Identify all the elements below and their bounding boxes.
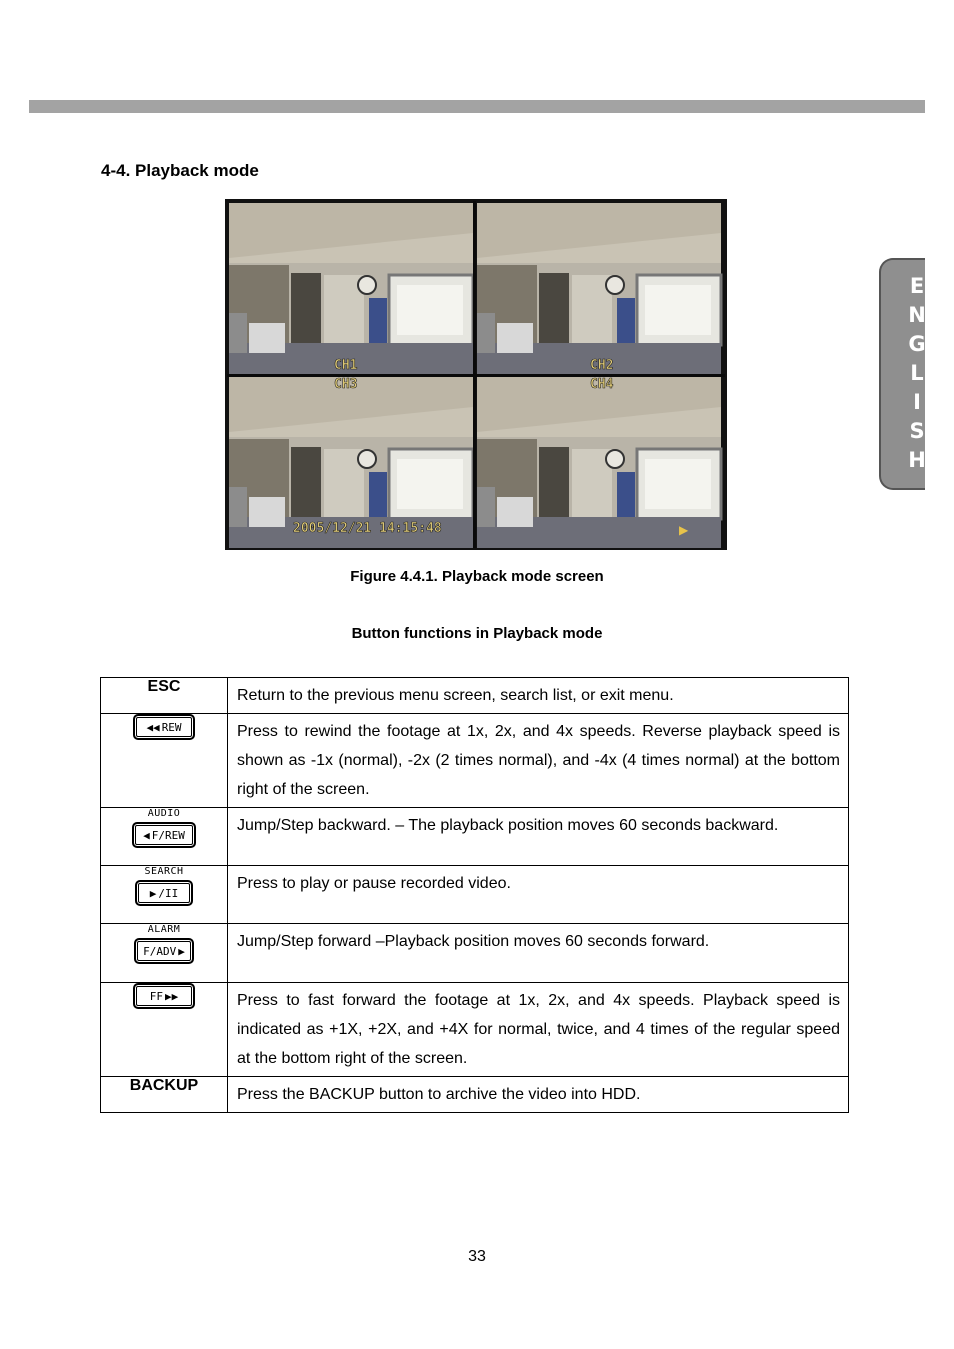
header-rule [29, 100, 925, 113]
row-description: Return to the previous menu screen, search list, or exit menu. [228, 678, 849, 714]
channel-label: CH2 [590, 358, 614, 373]
channel-label: CH3 [334, 377, 358, 392]
play-pause-button[interactable]: ▶ /II [135, 880, 193, 906]
row-description: Press the BACKUP button to archive the video into HDD. [228, 1077, 849, 1113]
ff-button[interactable]: FF ▶▶ [133, 983, 195, 1009]
button-caption: AUDIO [147, 808, 181, 819]
playback-screen [225, 199, 727, 550]
play-indicator-icon: ▶ [679, 523, 689, 537]
row-description: Jump/Step forward –Playback position moves 60 seconds forward. [228, 924, 849, 983]
quad-view [227, 201, 725, 548]
tab-letter: L [910, 361, 924, 385]
rewind-icon: ◀◀ [146, 720, 160, 734]
table-row [101, 1077, 849, 1113]
tab-letter: G [908, 332, 926, 356]
page-number: 33 [468, 1248, 486, 1265]
table-caption: Button functions in Playback mode [351, 625, 603, 642]
section-title: 4-4. Playback mode [101, 161, 259, 180]
step-back-icon: ◀ [143, 828, 150, 842]
tab-letter: I [913, 390, 921, 414]
row-description: Press to play or pause recorded video. [228, 866, 849, 924]
rew-button[interactable]: ◀◀ REW [133, 714, 195, 740]
row-description: Press to rewind the footage at 1x, 2x, and 4x speeds. Reverse playback speed is shown as -1x (normal), -2x (2 times normal), and -4x (4 times normal) at the bottom right of the screen. [228, 714, 849, 808]
tab-letter: H [908, 448, 926, 472]
tab-letter: S [909, 419, 925, 443]
row-description: Press to fast forward the footage at 1x, 2x, and 4x speeds. Playback speed is indicated as +1X, +2X, and +4X for normal, twice, and 4 times of the regular speed at the bottom right of the screen. [228, 983, 849, 1077]
table-row [101, 924, 849, 983]
f-rew-button[interactable]: ◀ F/REW [132, 822, 196, 848]
table-row [101, 866, 849, 924]
table-row [101, 808, 849, 866]
channel-label: CH4 [590, 377, 614, 392]
table-row [101, 714, 849, 808]
timestamp-overlay: 2005/12/21 14:15:48 [293, 521, 442, 536]
table-row [101, 678, 849, 714]
button-caption: ALARM [147, 924, 181, 935]
channel-label: CH1 [334, 358, 358, 373]
figure-caption: Figure 4.4.1. Playback mode screen [350, 568, 604, 585]
key-backup: BACKUP [101, 1077, 228, 1113]
tab-letter: E [909, 274, 925, 298]
language-tab [879, 258, 925, 490]
table-row [101, 983, 849, 1077]
play-pause-icon: ▶ [149, 886, 157, 900]
step-forward-icon: ▶ [178, 944, 185, 958]
tab-letter: N [908, 303, 926, 327]
button-functions-table [100, 677, 849, 1113]
button-caption: SEARCH [144, 866, 184, 877]
f-adv-button[interactable]: F/ADV ▶ [134, 938, 194, 964]
fast-forward-icon: ▶▶ [165, 989, 179, 1003]
row-description: Jump/Step backward. – The playback position moves 60 seconds backward. [228, 808, 849, 866]
key-esc: ESC [101, 678, 228, 714]
